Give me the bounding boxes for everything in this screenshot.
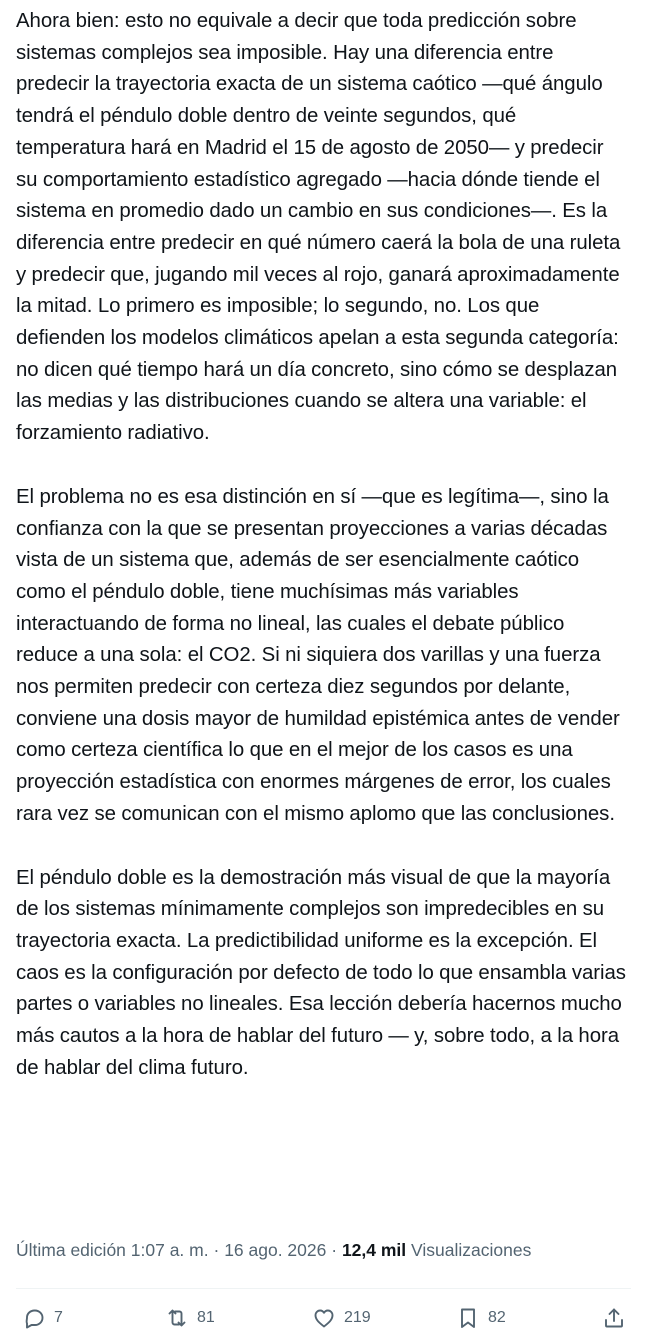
action-bar bbox=[16, 1303, 631, 1333]
tweet-metadata bbox=[16, 1238, 531, 1262]
views-count[interactable]: 12,4 mil bbox=[341, 1240, 407, 1260]
bookmark-count: 82 bbox=[488, 1309, 506, 1326]
reply-button[interactable] bbox=[22, 1303, 63, 1333]
tweet-paragraph-2: El problema no es esa distinción en sí —que es legítima—, sino la confianza con la que se presentan proyecciones a varias décadas vista de un sistema que, además de ser esencialmente caótico como el péndulo doble, tiene muchísimas más variables interactuando de forma no lineal, las cuales el debate público reduce a una sola: el CO2. Si ni siquiera dos varillas y una fuerza nos permiten predecir con certeza diez segundos por delante, conviene una dosis mayor de humildad epistémica antes de vender como certeza científica lo que en el mejor de los casos es una proyección estadística con enormes márgenes de error, los cuales rara vez se comunican con el mismo aplomo que las conclusiones. bbox=[16, 485, 620, 825]
tweet-time[interactable]: 1:07 a. m. bbox=[130, 1240, 209, 1260]
bookmark-icon bbox=[456, 1306, 480, 1330]
meta-separator: · bbox=[213, 1240, 220, 1260]
heart-icon bbox=[312, 1306, 336, 1330]
tweet-paragraph-3: El péndulo doble es la demostración más visual de que la mayoría de los sistemas mínimamente complejos son impredecibles en su trayectoria exacta. La predictibilidad uniforme es la excepción. El caos es la configuración por defecto de todo lo que ensambla varias partes o variables no lineales. Esa lección debería hacernos mucho más cautos a la hora de hablar del futuro — y, sobre todo, a la hora de hablar del clima futuro. bbox=[16, 866, 626, 1079]
tweet-date[interactable]: 16 ago. 2026 bbox=[224, 1240, 327, 1260]
reply-bubble-icon bbox=[22, 1306, 46, 1330]
views-label[interactable]: Visualizaciones bbox=[411, 1240, 532, 1260]
bookmark-button[interactable] bbox=[456, 1303, 506, 1333]
divider bbox=[16, 1288, 631, 1289]
tweet-text bbox=[16, 0, 629, 1085]
edited-label[interactable]: Última edición bbox=[16, 1240, 126, 1260]
meta-separator: · bbox=[331, 1240, 338, 1260]
repost-count: 81 bbox=[197, 1309, 215, 1326]
share-upload-icon bbox=[602, 1306, 626, 1330]
share-button[interactable] bbox=[602, 1303, 626, 1333]
like-button[interactable] bbox=[312, 1303, 371, 1333]
repost-button[interactable] bbox=[165, 1303, 215, 1333]
reply-count: 7 bbox=[54, 1309, 63, 1326]
tweet-paragraph-1: Ahora bien: esto no equivale a decir que toda predicción sobre sistemas complejos sea imposible. Hay una diferencia entre predecir la trayectoria exacta de un sistema caótico —qué ángulo tendrá el péndulo doble dentro de veinte segundos, qué temperatura hará en Madrid el 15 de agosto de 2050— y predecir su comportamiento estadístico agregado —hacia dónde tiende el sistema en promedio dado un cambio en sus condiciones—. Es la diferencia entre predecir en qué número caerá la bola de una ruleta y predecir que, jugando mil veces al rojo, ganará aproximadamente la mitad. Lo primero es imposible; lo segundo, no. Los que defienden los modelos climáticos apelan a esta segunda categoría: no dicen qué tiempo hará un día concreto, sino cómo se desplazan las medias y las distribuciones cuando se altera una variable: el forzamiento radiativo. bbox=[16, 10, 621, 445]
like-count: 219 bbox=[344, 1309, 371, 1326]
repost-arrows-icon bbox=[165, 1306, 189, 1330]
